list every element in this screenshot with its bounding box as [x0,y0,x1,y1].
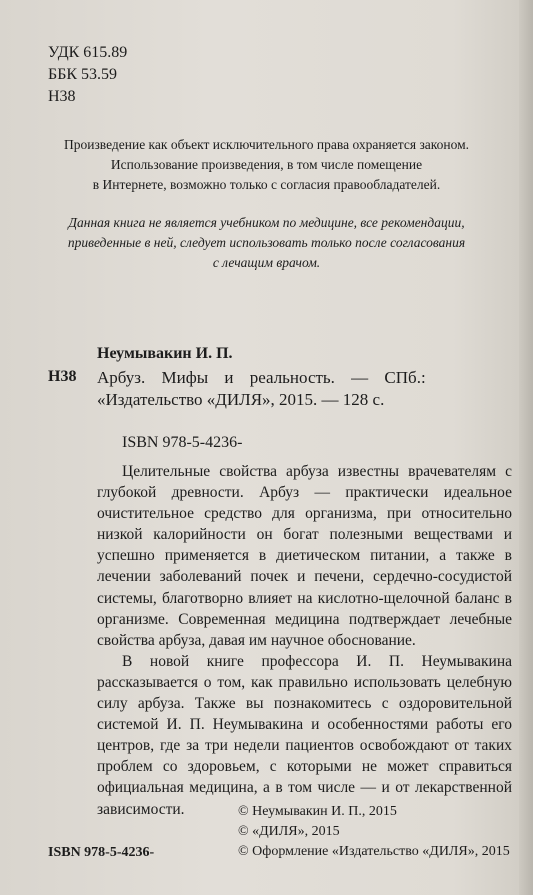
copyright-line: © Оформление «Издательство «ДИЛЯ», 2015 [238,844,510,859]
abstract-paragraph: В новой книге профессора И. П. Неумывакина рассказывается о том, как правильно использовать целебную силу арбуза. Также вы познакомитесь с оздоровительной системой И. П. Неумывакина и особенностями работы его центров, где за три недели пациентов освобождают от таких проблем со здоровьем, с которыми не может справиться официальная медицина, а в том числе — и от лекарственной зависимости. [97,652,512,818]
copyright-line: © Неумывакин И. П., 2015 [238,804,397,819]
author-mark: Н38 [48,88,76,105]
catalog-code: Н38 [48,368,77,385]
isbn-footer: ISBN 978-5-4236- [48,845,155,860]
notice-line: в Интернете, возможно только с согласия правообладателей. [92,177,441,192]
disclaimer-line: с лечащим врачом. [212,255,321,270]
copyright-notice [0,135,533,195]
udc-code: УДК 615.89 [48,44,128,61]
copyright-line: © «ДИЛЯ», 2015 [238,824,340,839]
disclaimer-line: приведенные в ней, следует использовать только после согласования [67,235,466,250]
notice-line: Использование произведения, в том числе помещение [110,157,423,172]
classification-codes [48,42,127,108]
isbn: ISBN 978-5-4236- [122,434,243,451]
author-name: Неумывакин И. П. [97,345,233,362]
medical-disclaimer [0,213,533,273]
notice-line: Произведение как объект исключительного права охраняется законом. [63,137,470,152]
bbk-code: ББК 53.59 [48,66,118,83]
book-abstract [97,461,512,820]
copyright-lines [238,802,510,862]
disclaimer-line: Данная книга не является учебником по медицине, все рекомендации, [68,215,465,230]
biblio-publisher-line: «Издательство «ДИЛЯ», 2015. — 128 с. [97,390,385,409]
biblio-title-line: Арбуз. Мифы и реальность. — СПб.: [97,368,426,387]
abstract-paragraph: Целительные свойства арбуза известны врачевателям с глубокой древности. Арбуз — практически идеальное очистительное средство для организма, при относительно низкой калорийности он богат полезными веществами и успешно применяется в диетическом питании, а также в лечении заболеваний почек и печени, сердечно-сосудистой системы, благотворно влияет на кислотно-щелочной баланс в организме. Современная медицина подтверждает лечебные свойства арбуза, давая им научное обоснование. [97,463,512,649]
